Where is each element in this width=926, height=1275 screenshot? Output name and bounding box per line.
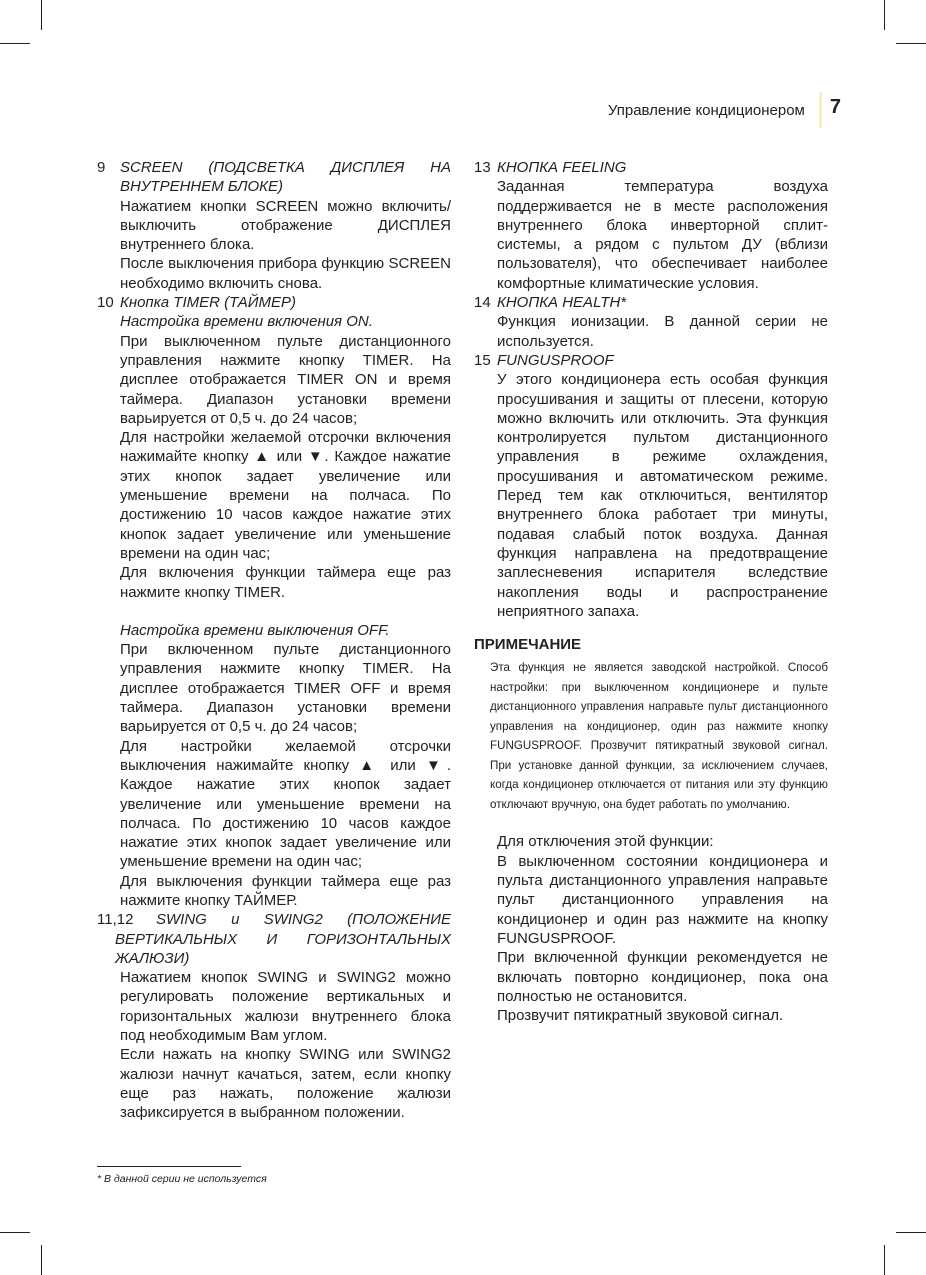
item-15 [474, 351, 828, 370]
paragraph: Для выключения функции таймера еще раз нажмите кнопку ТАЙМЕР. [120, 872, 451, 909]
item-11-12: 11,12 SWING и SWING2 (ПОЛОЖЕНИЕ ВЕРТИКАЛЬНЫХ И ГОРИЗОНТАЛЬНЫХ ЖАЛЮЗИ) [97, 911, 451, 967]
subsection-title: Для отключения этой функции: [497, 833, 714, 851]
item-title: КНОПКА HEALTH* [497, 294, 627, 312]
paragraph: Для настройки желаемой отсрочки выключения нажимайте кнопку ▲ или ▼. Каждое нажатие этих кнопок задает увеличение или уменьшение времени на полчаса. По достижению 10 часов каждое нажатие этих кнопок задает увеличение или уменьшение времени на один час; [120, 737, 451, 871]
paragraph: При включенном пульте дистанционного управления нажмите кнопку TIMER. На дисплее отображается TIMER OFF и время таймера. Диапазон установки времени варьируется от 0,5 ч. до 24 часов; [120, 641, 451, 736]
item-13 [474, 158, 828, 177]
item-title: FUNGUSPROOF [497, 351, 614, 369]
crop-mark [896, 43, 926, 44]
item-14 [474, 293, 828, 312]
footnote-divider [97, 1166, 241, 1167]
item-number: 15 [474, 351, 491, 369]
crop-mark [884, 0, 885, 30]
paragraph: При включенной функции рекомендуется не включать повторно кондиционер, пока она полностью не остановится. [497, 949, 828, 1005]
item-10 [97, 293, 451, 312]
page-number: 7 [819, 92, 841, 128]
left-column [97, 158, 451, 1123]
note-title: ПРИМЕЧАНИЕ [474, 636, 582, 654]
item-number: 9 [97, 159, 106, 176]
item-9 [97, 158, 451, 197]
item-title: SCREEN (ПОДСВЕТКА ДИСПЛЕЯ НА ВНУТРЕННЕМ БЛОКЕ) [120, 159, 451, 196]
note-text: Эта функция не является заводской настройкой. Способ настройки: при выключенном кондиционере и пульте дистанционного управления направьте пульт дистанционного управления на кондиционер, один раз нажмите кнопку FUNGUSPROOF. Прозвучит пятикратный звуковой сигнал. При установке данной функции, за исключением случаев, когда кондиционер отключается от питания или эту функцию отключают вручную, она будет работать по умолчанию. [490, 661, 828, 811]
crop-mark [0, 43, 30, 44]
paragraph: При выключенном пульте дистанционного управления нажмите кнопку TIMER. На дисплее отображается TIMER ON и время таймера. Диапазон установки времени варьируется от 0,5 ч. до 24 часов; [120, 332, 451, 427]
paragraph: Если нажать на кнопку SWING или SWING2 жалюзи начнут качаться, затем, если кнопку еще раз нажать, положение жалюзи зафиксируется в выбранном положении. [120, 1046, 451, 1122]
item-number: 14 [474, 294, 491, 312]
item-number: 10 [97, 294, 114, 312]
subsection-title: Настройка времени включения ON. [120, 313, 373, 331]
paragraph: Прозвучит пятикратный звуковой сигнал. [497, 1007, 784, 1025]
crop-mark [884, 1245, 885, 1275]
paragraph: Функция ионизации. В данной серии не используется. [497, 313, 828, 350]
crop-mark [896, 1232, 926, 1233]
footnote: * В данной серии не используется [97, 1173, 267, 1185]
item-number: 13 [474, 159, 491, 176]
crop-mark [41, 1245, 42, 1275]
item-title: Кнопка TIMER (ТАЙМЕР) [120, 294, 297, 312]
item-title: КНОПКА FEELING [497, 159, 627, 176]
subsection-title: Настройка времени выключения OFF. [120, 621, 390, 639]
page-header [608, 92, 841, 128]
paragraph: У этого кондиционера есть особая функция просушивания и защиты от плесени, которую можно включить или отключить. Эта функция контролируется пультом дистанционного управления в режиме охлаждения, просушивания и автоматическом режиме. Перед тем как отключиться, вентилятор внутреннего блока работает три минуты, подавая слабый поток воздуха. Данная функция направлена на предотвращение заплесневения испарителя вследствие накопления воды и распространение неприятного запаха. [497, 371, 828, 620]
crop-mark [0, 1232, 30, 1233]
paragraph: Нажатием кнопки SCREEN можно включить/выключить отображение ДИСПЛЕЯ внутреннего блока. [120, 197, 451, 254]
paragraph: После выключения прибора функцию SCREEN необходимо включить снова. [120, 255, 451, 292]
header-title: Управление кондиционером [607, 101, 805, 119]
item-title: SWING и SWING2 (ПОЛОЖЕНИЕ ВЕРТИКАЛЬНЫХ И ГОРИЗОНТАЛЬНЫХ ЖАЛЮЗИ) [115, 911, 451, 967]
crop-mark [41, 0, 42, 30]
paragraph: Нажатием кнопок SWING и SWING2 можно регулировать положение вертикальных и горизонтальных жалюзи внутреннего блока под необходимым Вам углом. [120, 969, 451, 1045]
paragraph: Для включения функции таймера еще раз нажмите кнопку TIMER. [120, 564, 451, 601]
paragraph: Для настройки желаемой отсрочки включения нажимайте кнопку ▲ или ▼. Каждое нажатие этих кнопок задает увеличение или уменьшение времени на полчаса. По достижению 10 часов каждое нажатие этих кнопок задает увеличение или уменьшение времени на один час; [120, 429, 451, 562]
paragraph: Заданная температура воздуха поддерживается не в месте расположения внутреннего блока инверторной сплит-системы, а рядом с пультом ДУ (вблизи пользователя), что обеспечивает наиболее комфортные климатические условия. [497, 178, 828, 292]
right-column [474, 158, 828, 1025]
paragraph: В выключенном состоянии кондиционера и пульта дистанционного управления направьте пульт дистанционного управления на кондиционер и один раз нажмите на кнопку FUNGUSPROOF. [497, 852, 828, 947]
